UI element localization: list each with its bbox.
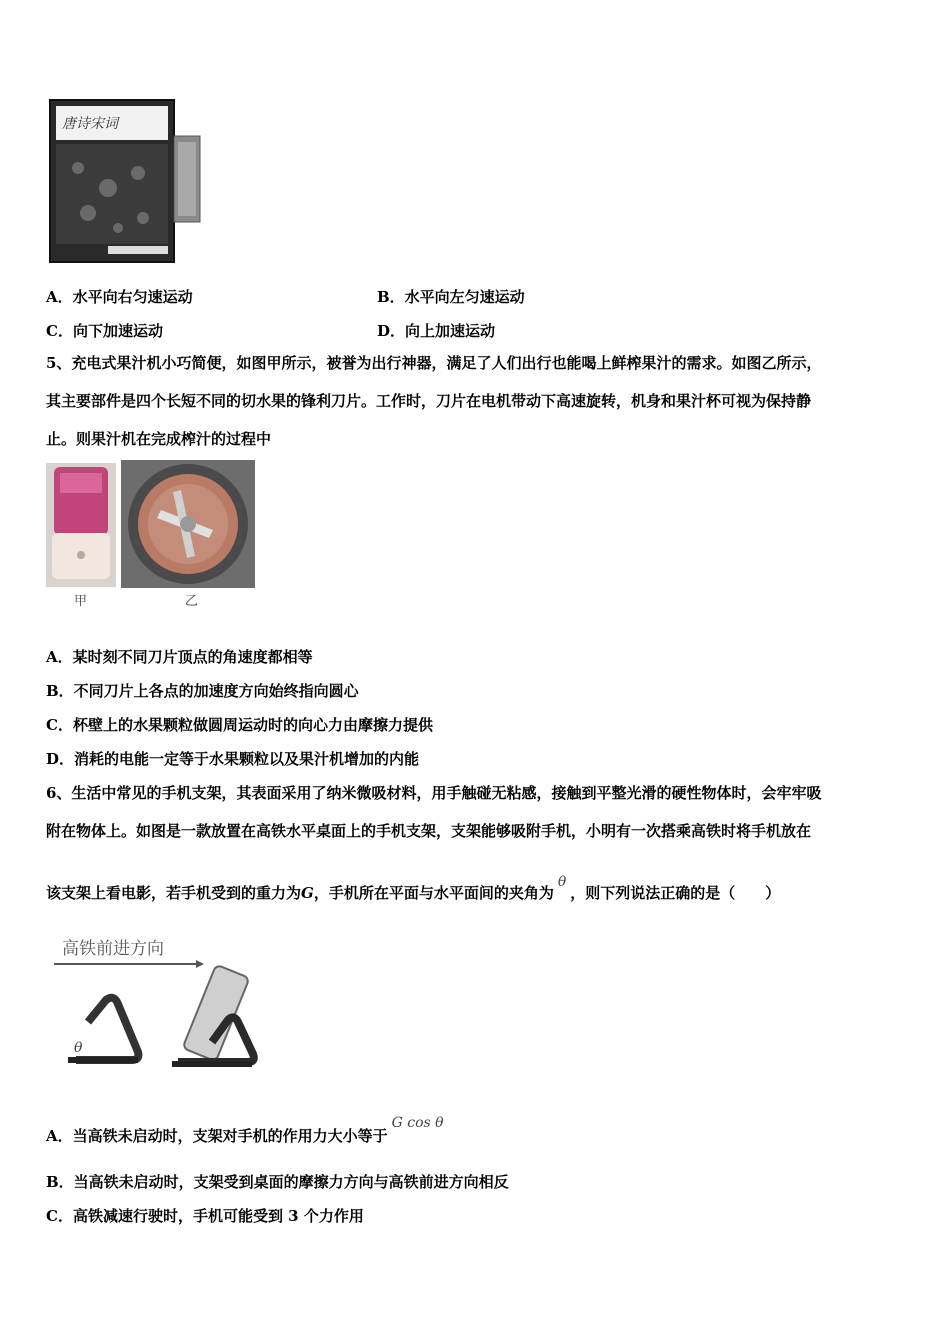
caption-yi: 乙 (185, 594, 199, 609)
q5-option-a: A．某时刻不同刀片顶点的角速度都相等 (46, 648, 313, 666)
direction-label: 高铁前进方向 (62, 939, 164, 959)
svg-text:唐诗宋词: 唐诗宋词 (62, 116, 118, 132)
q5-option-c: C．杯壁上的水果颗粒做圆周运动时的向心力由摩擦力提供 (46, 716, 433, 734)
q5-stem-line-2: 其主要部件是四个长短不同的切水果的锋利刀片。工作时，刀片在电机带动下高速旋转，机身和果汁杯可视为保持静 (46, 392, 812, 410)
theta-symbol: θ (557, 874, 567, 890)
q4-option-d: D．向上加速运动 (377, 322, 496, 340)
q4-option-a: A．水平向右匀速运动 (46, 288, 193, 306)
phone-stand-figure (48, 932, 268, 1072)
q6-stem (46, 774, 916, 850)
book-figure (48, 98, 204, 264)
q6-option-c: C．高铁减速行驶时，手机可能受到 3 个力作用 (46, 1207, 364, 1225)
q6-stem-line-1: 6、生活中常见的手机支架，其表面采用了纳米微吸材料，用手触碰无粘感，接触到平整光滑的硬性物体时，会牢牢吸 (46, 784, 822, 802)
q5-stem-line-1: 5、充电式果汁机小巧简便，如图甲所示，被誉为出行神器，满足了人们出行也能喝上鲜榨果汁的需求。如图乙所示， (46, 354, 822, 372)
q6-stem-line-2: 附在物体上。如图是一款放置在高铁水平桌面上的手机支架，支架能够吸附手机，小明有一次搭乘高铁时将手机放在 (46, 822, 812, 840)
q4-option-b: B．水平向左匀速运动 (377, 288, 525, 306)
q6-option-a: A．当高铁未启动时，支架对手机的作用力大小等于G cos θ (46, 1115, 444, 1145)
q5-option-b: B．不同刀片上各点的加速度方向始终指向圆心 (46, 682, 359, 700)
caption-jia: 甲 (74, 594, 88, 609)
q6-option-b: B．当高铁未启动时，支架受到桌面的摩擦力方向与高铁前进方向相反 (46, 1173, 509, 1191)
juicer-blade-figure (121, 460, 255, 588)
g-cos-theta: G cos θ (391, 1115, 444, 1131)
q6-stem-line-3: 该支架上看电影，若手机受到的重力为G，手机所在平面与水平面间的夹角为θ，则下列说法正确的是（ ） (46, 874, 781, 902)
q4-option-c: C．向下加速运动 (46, 322, 163, 340)
juicer-bottle-figure (46, 463, 116, 587)
q5-stem (46, 344, 916, 458)
q5-option-d: D．消耗的电能一定等于水果颗粒以及果汁机增加的内能 (46, 750, 420, 768)
figure-theta: θ (74, 1040, 83, 1056)
q5-stem-line-3: 止。则果汁机在完成榨汁的过程中 (46, 430, 272, 448)
